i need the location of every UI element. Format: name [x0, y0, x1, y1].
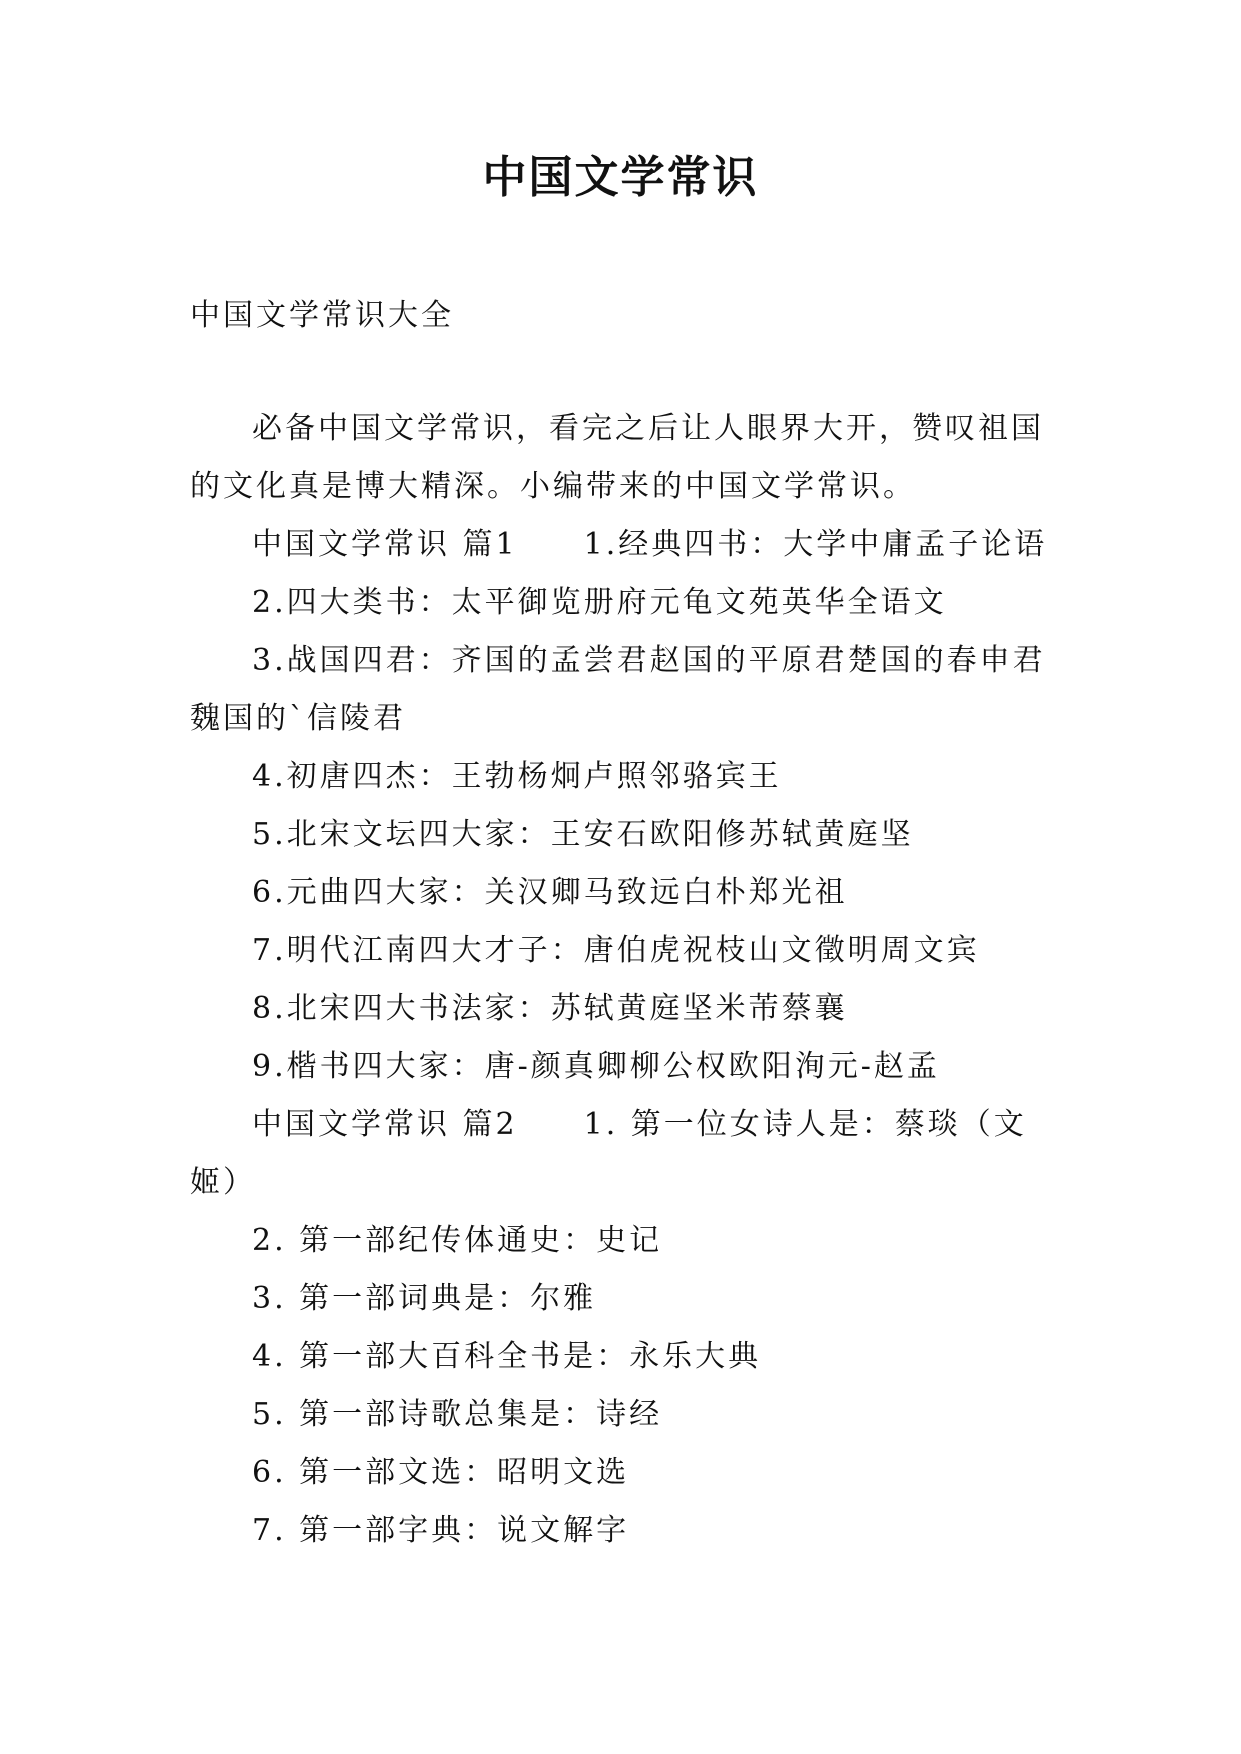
section-2-item-5: 5. 第一部诗歌总集是：诗经	[252, 1397, 663, 1432]
document-body	[190, 400, 1050, 1560]
page-title: 中国文学常识	[482, 152, 759, 203]
section-2-item-3: 3. 第一部词典是：尔雅	[252, 1281, 597, 1316]
section-1-item-9: 9.楷书四大家：唐-颜真卿柳公权欧阳洵元-赵孟	[252, 1049, 940, 1084]
section-2-item-7: 7. 第一部字典：说文解字	[252, 1513, 630, 1548]
section-1-item-6: 6.元曲四大家：关汉卿马致远白朴郑光祖	[252, 875, 848, 910]
section-2-item-2: 2. 第一部纪传体通史：史记	[252, 1223, 663, 1258]
section-1-item-4: 4.初唐四杰：王勃杨炯卢照邻骆宾王	[252, 759, 782, 794]
intro-paragraph: 必备中国文学常识，看完之后让人眼界大开，赞叹祖国的文化真是博大精深。小编带来的中国文学常识。	[190, 411, 1044, 504]
section-2-item-6: 6. 第一部文选：昭明文选	[252, 1455, 630, 1490]
section-1-item-2: 2.四大类书：太平御览册府元龟文苑英华全语文	[252, 585, 947, 620]
section-2-item-4: 4. 第一部大百科全书是：永乐大典	[252, 1339, 762, 1374]
section-1-item-5: 5.北宋文坛四大家：王安石欧阳修苏轼黄庭坚	[252, 817, 914, 852]
section-1-item-7: 7.明代江南四大才子：唐伯虎祝枝山文徵明周文宾	[252, 933, 980, 968]
section-1-item-3: 3.战国四君：齐国的孟尝君赵国的平原君楚国的春申君魏国的`信陵君	[190, 643, 1046, 736]
section-2-item-1: 中国文学常识 篇2 1. 第一位女诗人是：蔡琰（文姬）	[190, 1107, 1027, 1200]
section-1-item-8: 8.北宋四大书法家：苏轼黄庭坚米芾蔡襄	[252, 991, 848, 1026]
section-1-item-1: 中国文学常识 篇1 1.经典四书：大学中庸孟子论语	[252, 527, 1048, 562]
document-subtitle: 中国文学常识大全	[190, 298, 454, 333]
